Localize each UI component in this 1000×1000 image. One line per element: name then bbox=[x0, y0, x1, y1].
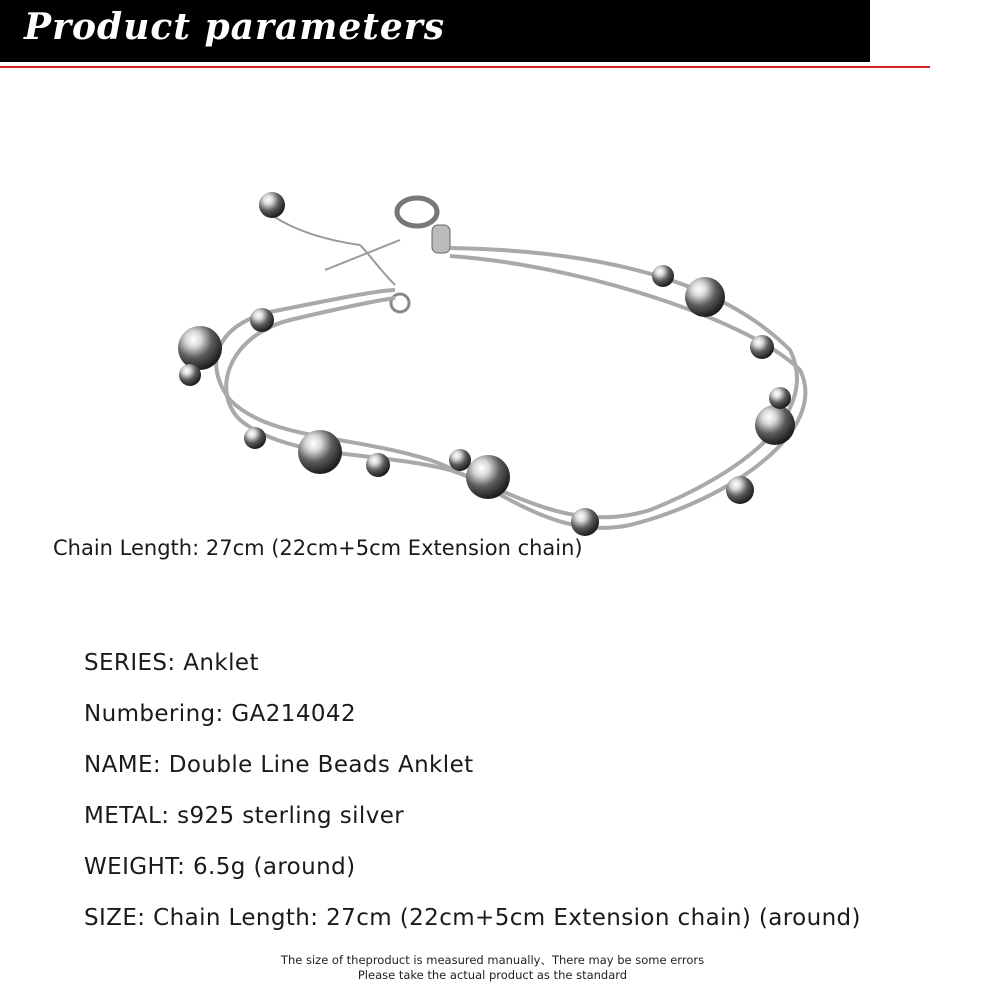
spec-weight bbox=[84, 854, 861, 905]
spec-label: SERIES: bbox=[84, 650, 184, 676]
spec-label: METAL: bbox=[84, 803, 178, 829]
chain-length-caption: Chain Length: 27cm (22cm+5cm Extension chain) bbox=[53, 536, 583, 560]
spec-value: Chain Length: 27cm (22cm+5cm Extension chain) (around) bbox=[153, 905, 861, 931]
disclaimer-line-1: The size of theproduct is measured manually、There may be some errors bbox=[280, 953, 705, 967]
spec-value: 6.5g (around) bbox=[192, 854, 356, 880]
measurement-disclaimer bbox=[0, 953, 985, 983]
spec-name bbox=[84, 752, 861, 803]
spec-list bbox=[84, 650, 861, 956]
spec-value: s925 sterling silver bbox=[177, 803, 405, 829]
spec-series bbox=[84, 650, 861, 701]
header-bar bbox=[0, 0, 870, 62]
spec-label: Numbering: bbox=[84, 701, 232, 727]
page-title: Product parameters bbox=[24, 6, 446, 48]
spec-label: NAME: bbox=[84, 752, 169, 778]
spec-numbering bbox=[84, 701, 861, 752]
spec-label: SIZE: bbox=[84, 905, 154, 931]
header-divider bbox=[0, 66, 930, 68]
spec-value: Double Line Beads Anklet bbox=[168, 752, 474, 778]
spec-size bbox=[84, 905, 861, 956]
lobster-clasp bbox=[391, 198, 450, 312]
disclaimer-line-2: Please take the actual product as the standard bbox=[357, 968, 628, 982]
anklet-product-photo bbox=[150, 170, 830, 550]
extension-chain bbox=[265, 210, 400, 285]
spec-metal bbox=[84, 803, 861, 854]
spec-value: Anklet bbox=[183, 650, 259, 676]
spec-label: WEIGHT: bbox=[84, 854, 193, 880]
spec-value: GA214042 bbox=[231, 701, 356, 727]
